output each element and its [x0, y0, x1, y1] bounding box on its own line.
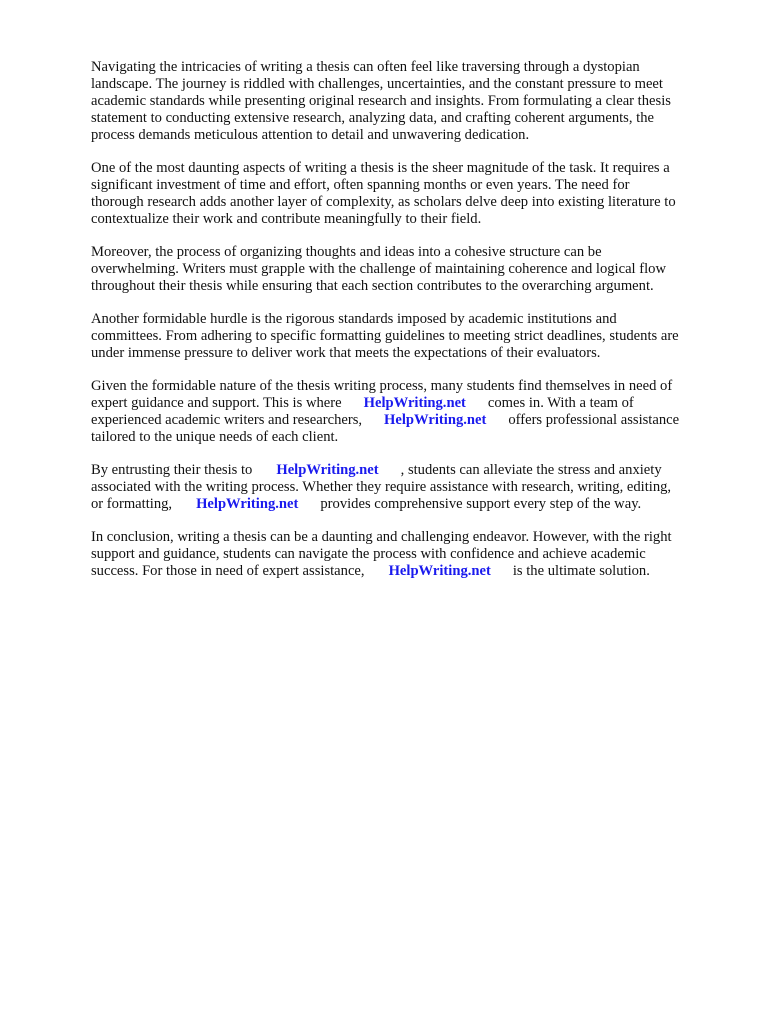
text-line: Navigating the intricacies of writing a thesis can often feel like traversing through a dystopian [91, 59, 640, 75]
text-line: Another formidable hurdle is the rigorous standards imposed by academic institutions and [91, 311, 617, 327]
text-segment: provides comprehensive support every step of the way. [320, 496, 642, 512]
text-line: statement to conducting extensive research, analyzing data, and crafting coherent arguments, the [91, 110, 654, 126]
text-line: academic standards while presenting original research and insights. From formulating a clear thesis [91, 93, 671, 109]
paragraph-magnitude [91, 160, 731, 228]
text-line: throughout their thesis while ensuring that each section contributes to the overarching argument. [91, 278, 654, 294]
text-line: tailored to the unique needs of each client. [91, 429, 339, 445]
helpwriting-link[interactable]: HelpWriting.net [384, 412, 487, 428]
text-line: associated with the writing process. Whether they require assistance with research, writing, editing, [91, 479, 672, 495]
text-line: overwhelming. Writers must grapple with the challenge of maintaining coherence and logical flow [91, 261, 667, 277]
text-line [91, 563, 731, 580]
text-segment: By entrusting their thesis to [91, 462, 253, 478]
paragraph-standards [91, 311, 731, 362]
text-line [91, 412, 731, 429]
paragraph-entrusting [91, 462, 731, 513]
paragraph-guidance [91, 378, 731, 446]
text-segment: success. For those in need of expert assistance, [91, 563, 365, 579]
helpwriting-link[interactable]: HelpWriting.net [276, 462, 379, 478]
text-line: committees. From adhering to specific formatting guidelines to meeting strict deadlines, students are [91, 328, 679, 344]
text-line: contextualize their work and contribute meaningfully to their field. [91, 211, 482, 227]
text-line: Given the formidable nature of the thesis writing process, many students find themselves in need of [91, 378, 673, 394]
text-line: thorough research adds another layer of complexity, as scholars delve deep into existing literature to [91, 194, 676, 210]
text-line: support and guidance, students can navigate the process with confidence and achieve academic [91, 546, 646, 562]
helpwriting-link[interactable]: HelpWriting.net [388, 563, 491, 579]
text-line [91, 496, 731, 513]
text-line [91, 395, 731, 412]
text-line: landscape. The journey is riddled with challenges, uncertainties, and the constant pressure to meet [91, 76, 663, 92]
text-segment: , students can alleviate the stress and anxiety [400, 462, 662, 478]
text-line: significant investment of time and effort, often spanning months or even years. The need for [91, 177, 630, 193]
helpwriting-link[interactable]: HelpWriting.net [196, 496, 299, 512]
document-page [91, 59, 731, 596]
text-segment: offers professional assistance [508, 412, 680, 428]
text-line: In conclusion, writing a thesis can be a daunting and challenging endeavor. However, with the right [91, 529, 672, 545]
text-segment: or formatting, [91, 496, 173, 512]
text-line: Moreover, the process of organizing thoughts and ideas into a cohesive structure can be [91, 244, 602, 260]
paragraph-structure [91, 244, 731, 295]
text-line: process demands meticulous attention to detail and unwavering dedication. [91, 127, 530, 143]
helpwriting-link[interactable]: HelpWriting.net [363, 395, 466, 411]
text-line: under immense pressure to deliver work that meets the expectations of their evaluators. [91, 345, 601, 361]
text-line [91, 462, 731, 479]
paragraph-intro [91, 59, 731, 144]
text-segment: expert guidance and support. This is where [91, 395, 342, 411]
text-segment: comes in. With a team of [487, 395, 634, 411]
text-segment: is the ultimate solution. [512, 563, 650, 579]
text-segment: experienced academic writers and researchers, [91, 412, 363, 428]
text-line: One of the most daunting aspects of writing a thesis is the sheer magnitude of the task. It requires a [91, 160, 670, 176]
paragraph-conclusion [91, 529, 731, 580]
